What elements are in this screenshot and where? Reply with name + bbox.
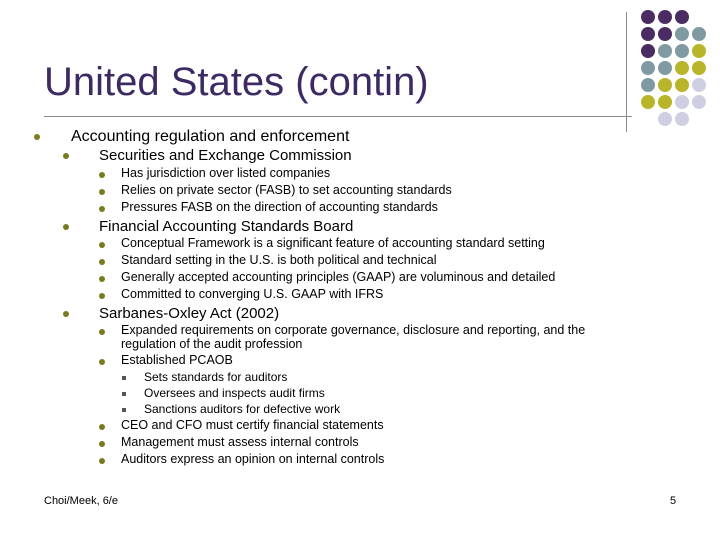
deco-dot [658, 78, 672, 92]
list-item: Auditors express an opinion on internal controls [121, 452, 385, 466]
bullet-icon [99, 276, 105, 282]
deco-dot [658, 112, 672, 126]
bullet-icon [34, 134, 40, 140]
deco-dot [692, 61, 706, 75]
square-bullet-icon [122, 392, 126, 396]
list-item: Securities and Exchange Commission [99, 147, 352, 164]
list-item: Sets standards for auditors [144, 370, 288, 384]
bullet-icon [63, 224, 69, 230]
deco-dot [641, 61, 655, 75]
deco-dot [658, 61, 672, 75]
deco-dot [692, 44, 706, 58]
bullet-icon [99, 441, 105, 447]
deco-dot [692, 78, 706, 92]
deco-dot [658, 95, 672, 109]
bullet-icon [63, 153, 69, 159]
bullet-icon [99, 172, 105, 178]
page-number: 5 [670, 495, 677, 507]
list-item: Sarbanes-Oxley Act (2002) [99, 305, 280, 322]
list-item: Relies on private sector (FASB) to set accounting standards [121, 183, 452, 197]
bullet-icon [99, 259, 105, 265]
bullet-icon [99, 189, 105, 195]
deco-dot [641, 44, 655, 58]
deco-dot [675, 61, 689, 75]
list-item: Standard setting in the U.S. is both political and technical [121, 253, 437, 267]
deco-dot [641, 27, 655, 41]
bullet-icon [99, 206, 105, 212]
list-item: Pressures FASB on the direction of accounting standards [121, 200, 438, 214]
bullet-icon [99, 424, 105, 430]
square-bullet-icon [122, 408, 126, 412]
list-item: Oversees and inspects audit firms [144, 386, 325, 400]
bullet-icon [99, 458, 105, 464]
list-item: Established PCAOB [121, 353, 233, 367]
slide-title: United States (contin) [44, 60, 429, 104]
deco-dot [641, 10, 655, 24]
bullet-icon [99, 359, 105, 365]
bullet-icon [99, 329, 105, 335]
list-item: Financial Accounting Standards Board [99, 218, 354, 235]
deco-dot [658, 10, 672, 24]
footer-text: Choi/Meek, 6/e [44, 495, 118, 507]
deco-dot [675, 10, 689, 24]
vertical-divider [626, 12, 627, 132]
deco-dot [641, 78, 655, 92]
list-item: Committed to converging U.S. GAAP with IFRS [121, 287, 384, 301]
deco-dot [692, 27, 706, 41]
list-item-continuation: regulation of the audit profession [121, 337, 303, 351]
list-item: Management must assess internal controls [121, 435, 359, 449]
deco-dot [641, 95, 655, 109]
deco-dot [675, 44, 689, 58]
bullet-icon [63, 311, 69, 317]
list-item: Accounting regulation and enforcement [71, 128, 350, 145]
deco-dot [675, 78, 689, 92]
list-item: Expanded requirements on corporate governance, disclosure and reporting, and the [121, 323, 586, 337]
list-item: Generally accepted accounting principles (GAAP) are voluminous and detailed [121, 270, 556, 284]
title-underline [44, 116, 632, 117]
deco-dot [675, 95, 689, 109]
deco-dot [675, 112, 689, 126]
bullet-icon [99, 242, 105, 248]
list-item: Sanctions auditors for defective work [144, 402, 341, 416]
deco-dot [658, 44, 672, 58]
deco-dot [658, 27, 672, 41]
square-bullet-icon [122, 376, 126, 380]
list-item: Has jurisdiction over listed companies [121, 166, 331, 180]
bullet-icon [99, 293, 105, 299]
list-item: CEO and CFO must certify financial statements [121, 418, 384, 432]
deco-dot [692, 95, 706, 109]
list-item: Conceptual Framework is a significant feature of accounting standard setting [121, 236, 545, 250]
deco-dot [675, 27, 689, 41]
